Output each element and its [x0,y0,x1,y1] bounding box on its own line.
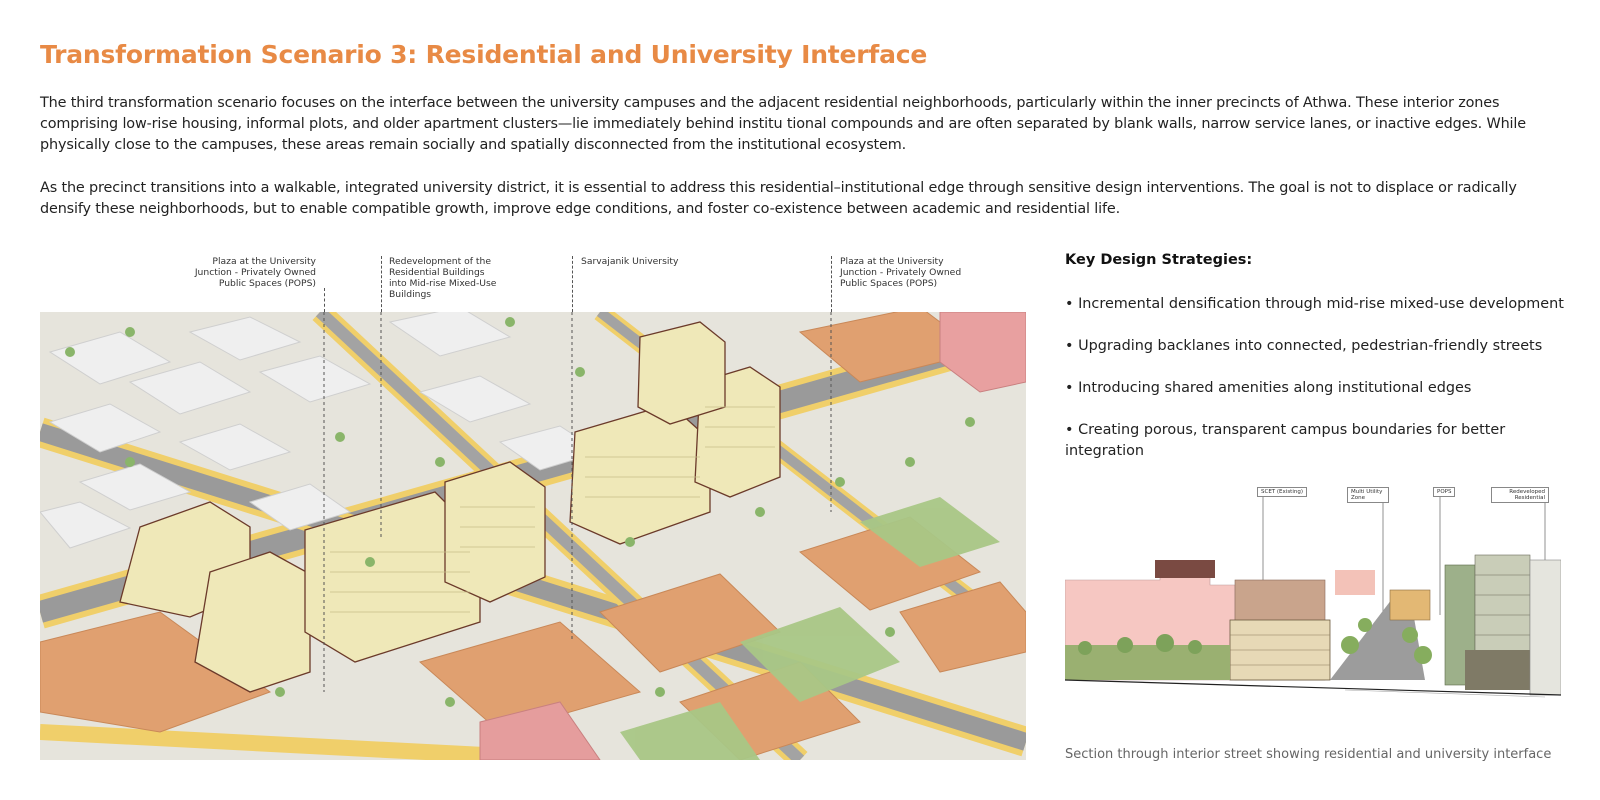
strategy-item: • Incremental densification through mid-rise mixed-use development [1065,296,1564,312]
intro-paragraph: The third transformation scenario focuses on the interface between the university campuses and the adjacent residential neighborhoods, particularly within the inner precincts of Athwa. These interior zones comprising low-rise housing, informal plots, and older apartment clusters—lie immediately behind institu tional compounds and are often separated by blank walls, narrow service lanes, or inactive edges. While physically close to the campuses, these areas remain socially and spatially disconnected from the institutional ecosystem. [40,95,1526,153]
section-label-scet: SCET (Existing) [1257,487,1307,497]
leader-line-4 [831,256,832,312]
section-label-multi-utility: Multi Utility Zone [1347,487,1389,503]
section-label-pops: POPS [1433,487,1455,497]
callout-redevelopment: Redevelopment of the Residential Buildings into Mid-rise Mixed-Use Buildings [389,256,497,300]
section-caption: Section through interior street showing residential and university interface [1065,747,1552,762]
section-label-redeveloped: Redeveloped Residential [1491,487,1549,503]
callout-sarvajanik: Sarvajanik University [581,256,679,267]
callout-pops-right: Plaza at the University Junction - Privately Owned Public Spaces (POPS) [840,256,962,289]
leader-line-2 [381,256,382,312]
axonometric-diagram [40,312,1026,760]
strategy-item: • Upgrading backlanes into connected, pedestrian-friendly streets [1065,338,1543,354]
callout-pops-left: Plaza at the University Junction - Privately Owned Public Spaces (POPS) [194,256,316,289]
leader-line-1 [324,288,325,312]
section-drawing [1065,485,1561,720]
street-section [1065,485,1561,720]
strategy-item: • Creating porous, transparent campus boundaries for better integration [1065,422,1506,459]
strategy-item: • Introducing shared amenities along institutional edges [1065,380,1472,396]
axonometric-drawing [40,312,1026,760]
page-title: Transformation Scenario 3: Residential and University Interface [40,40,928,69]
leader-line-3 [572,256,573,312]
strategies-heading: Key Design Strategies: [1065,252,1253,268]
context-paragraph: As the precinct transitions into a walkable, integrated university district, it is essential to address this residential–institutional edge through sensitive design interventions. The goal is not to displace or radically densify these neighborhoods, but to enable compatible growth, improve edge conditions, and foster co-existence between academic and residential life. [40,180,1517,217]
